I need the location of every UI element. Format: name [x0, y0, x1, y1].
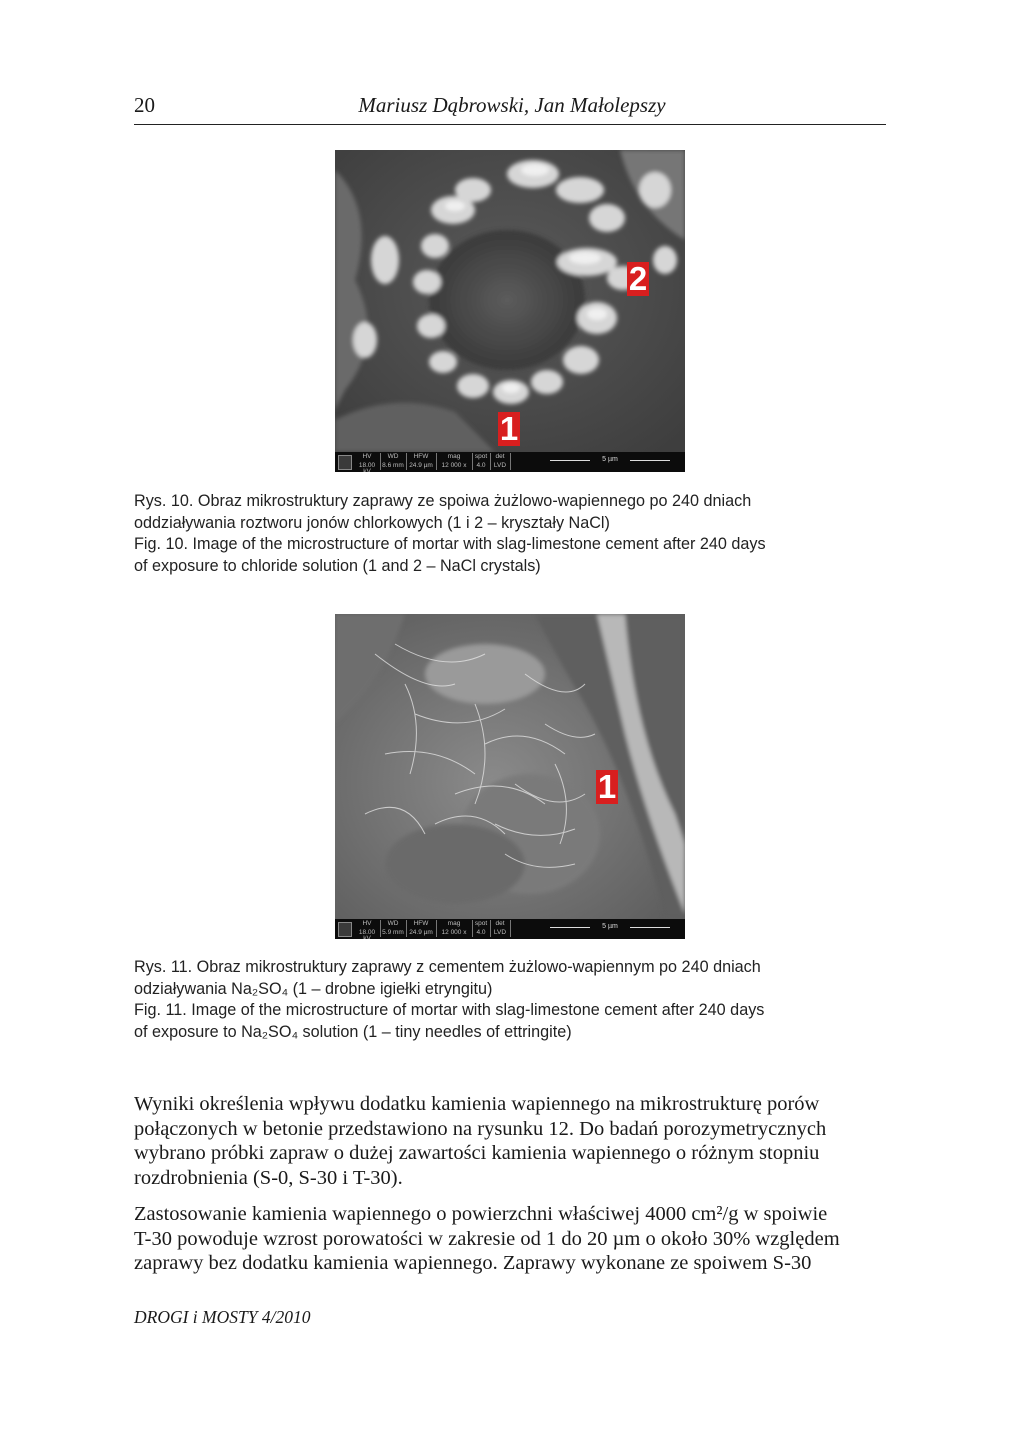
body-line: zaprawy bez dodatku kamienia wapiennego. Zaprawy wykonane ze spoiwem S-30 [134, 1252, 812, 1274]
ettringite-needles-micrograph [335, 614, 685, 919]
body-line: T-30 powoduje wzrost porowatości w zakresie od 1 do 20 µm o około 30% względem [134, 1227, 840, 1250]
databar-value-hv: 18.00 kV [358, 928, 376, 939]
caption-line: of exposure to Na₂SO₄ solution (1 – tiny needles of ettringite) [134, 1022, 572, 1041]
crystal-marker-1: 1 [499, 410, 519, 447]
databar-value-det: LVD [493, 928, 507, 936]
databar-value-det: LVD [493, 461, 507, 469]
instrument-logo-icon [338, 455, 352, 470]
databar-label-det: det [495, 453, 505, 460]
databar-value-mag: 12 000 x [441, 928, 467, 936]
databar-value-mag: 12 000 x [441, 461, 467, 469]
figure-10-sem-image [335, 150, 685, 472]
body-line: rozdrobnienia (S-0, S-30 i T-30). [134, 1166, 403, 1189]
databar-value-wd: 5.9 mm [382, 928, 404, 936]
databar-label-hfw: HFW [413, 453, 429, 460]
databar-value-hv: 18.00 kV [358, 461, 376, 472]
nacl-crystal-micrograph [335, 150, 685, 452]
databar-label-spot: spot [474, 920, 488, 927]
caption-line: Rys. 10. Obraz mikrostruktury zaprawy ze spoiwa żużlowo-wapiennego po 240 dniach [134, 492, 752, 510]
figure-10-caption [134, 491, 894, 577]
page-number: 20 [134, 93, 155, 117]
sem-databar [335, 919, 685, 939]
caption-line: oddziaływania roztworu jonów chlorkowych (1 i 2 – kryształy NaCl) [134, 513, 610, 532]
running-head-authors: Mariusz Dąbrowski, Jan Małolepszy [358, 93, 666, 117]
databar-value-spot: 4.0 [476, 461, 486, 469]
databar-value-wd: 8.6 mm [382, 461, 404, 469]
databar-label-det: det [495, 920, 505, 927]
databar-label-wd: WD [387, 453, 399, 460]
body-paragraph-2 [134, 1202, 888, 1276]
caption-line: of exposure to chloride solution (1 and 2 – NaCl crystals) [134, 556, 541, 575]
databar-label-hfw: HFW [413, 920, 429, 927]
databar-label-mag: mag [447, 453, 461, 460]
caption-line: Rys. 11. Obraz mikrostruktury zaprawy z cementem żużlowo-wapiennym po 240 dniach [134, 958, 761, 976]
databar-label-mag: mag [447, 920, 461, 927]
databar-value-hfw: 24.9 µm [409, 928, 433, 936]
databar-label-hv: HV [362, 920, 372, 927]
databar-value-spot: 4.0 [476, 928, 486, 936]
caption-line: Fig. 10. Image of the microstructure of mortar with slag-limestone cement after 240 days [134, 535, 766, 553]
body-line: połączonych w betonie przedstawiono na rysunku 12. Do badań porozymetrycznych [134, 1117, 827, 1140]
body-line: Wyniki określenia wpływu dodatku kamienia wapiennego na mikrostrukturę porów [134, 1093, 820, 1115]
sem-databar [335, 452, 685, 472]
caption-line: odziaływania Na₂SO₄ (1 – drobne igiełki etryngitu) [134, 979, 493, 998]
databar-label-wd: WD [387, 920, 399, 927]
databar-label-hv: HV [362, 453, 372, 460]
ettringite-marker-1: 1 [597, 768, 617, 805]
databar-value-hfw: 24.9 µm [409, 461, 433, 469]
body-paragraph-1 [134, 1092, 888, 1190]
scale-bar-label: 5 µm [590, 456, 630, 463]
header-rule [134, 124, 886, 125]
crystal-marker-2: 2 [628, 260, 648, 297]
journal-footer: DROGI i MOSTY 4/2010 [134, 1307, 311, 1327]
figure-11-sem-image [335, 614, 685, 939]
body-line: wybrano próbki zapraw o dużej zawartości kamienia wapiennego o różnym stopniu [134, 1142, 820, 1164]
scale-bar-label: 5 µm [590, 923, 630, 930]
body-line: Zastosowanie kamienia wapiennego o powierzchni właściwej 4000 cm²/g w spoiwie [134, 1203, 828, 1225]
instrument-logo-icon [338, 922, 352, 937]
figure-11-caption [134, 957, 894, 1043]
caption-line: Fig. 11. Image of the microstructure of mortar with slag-limestone cement after 240 days [134, 1001, 765, 1019]
databar-label-spot: spot [474, 453, 488, 460]
